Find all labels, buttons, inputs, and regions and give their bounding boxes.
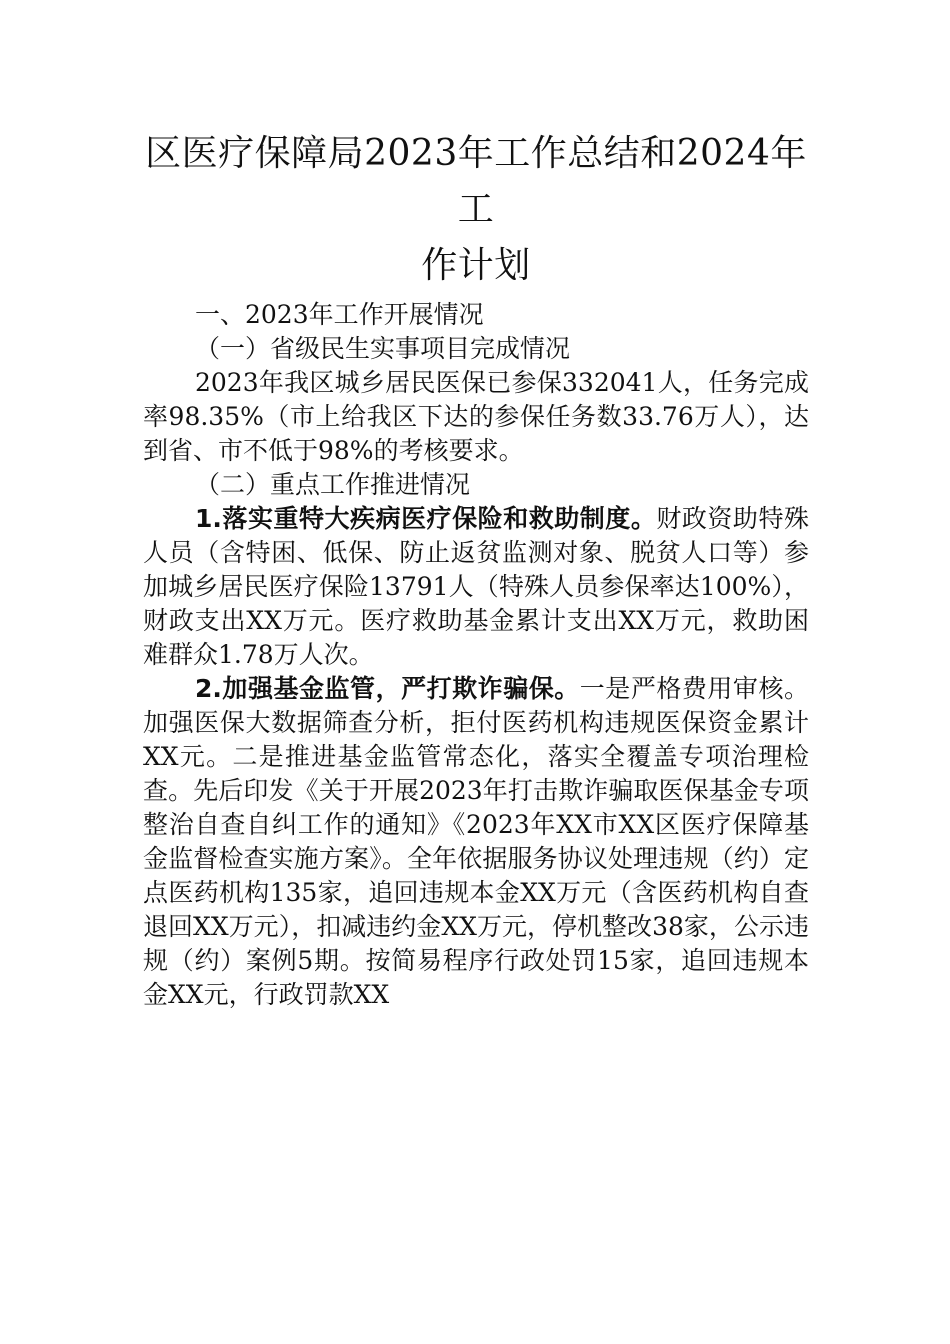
subsection-1-paragraph: 2023年我区城乡居民医保已参保332041人，任务完成率98.35%（市上给我区下达的参保任务数33.76万人），达到省、市不低于98%的考核要求。 — [143, 368, 809, 465]
section-1-heading: 一、2023年工作开展情况 — [195, 300, 484, 329]
document-page — [143, 126, 809, 1012]
title-line-2: 作计划 — [421, 245, 531, 286]
subsection-2-heading: （二）重点工作推进情况 — [195, 470, 471, 499]
document-title — [143, 126, 809, 294]
item-1-text: 财政资助特殊人员（含特困、低保、防止返贫监测对象、脱贫人口等）参加城乡居民医疗保险13791人（特殊人员参保率达100%），财政支出XX万元。医疗救助基金累计支出XX万元，救助困难群众1.78万人次。 — [143, 504, 809, 669]
item-2-paragraph — [143, 672, 809, 1012]
subsection-1-heading: （一）省级民生实事项目完成情况 — [195, 334, 571, 363]
item-2-text: 一是严格费用审核。加强医保大数据筛查分析，拒付医药机构违规医保资金累计XX元。二是推进基金监管常态化，落实全覆盖专项治理检查。先后印发《关于开展2023年打击欺诈骗取医保基金专项整治自查自纠工作的通知》《2023年XX市XX区医疗保障基金监督检查实施方案》。全年依据服务协议处理违规（约）定点医药机构135家，追回违规本金XX万元（含医药机构自查退回XX万元），扣减违约金XX万元，停机整改38家，公示违规（约）案例5期。按简易程序行政处罚15家，追回违规本金XX元，行政罚款XX — [143, 674, 809, 1009]
item-2-bold-lead: 2.加强基金监管，严打欺诈骗保。 — [195, 674, 580, 703]
item-1-bold-lead: 1.落实重特大疾病医疗保险和救助制度。 — [195, 504, 657, 533]
item-1-paragraph — [143, 502, 809, 672]
title-line-1: 区医疗保障局2023年工作总结和2024年工 — [145, 133, 807, 230]
